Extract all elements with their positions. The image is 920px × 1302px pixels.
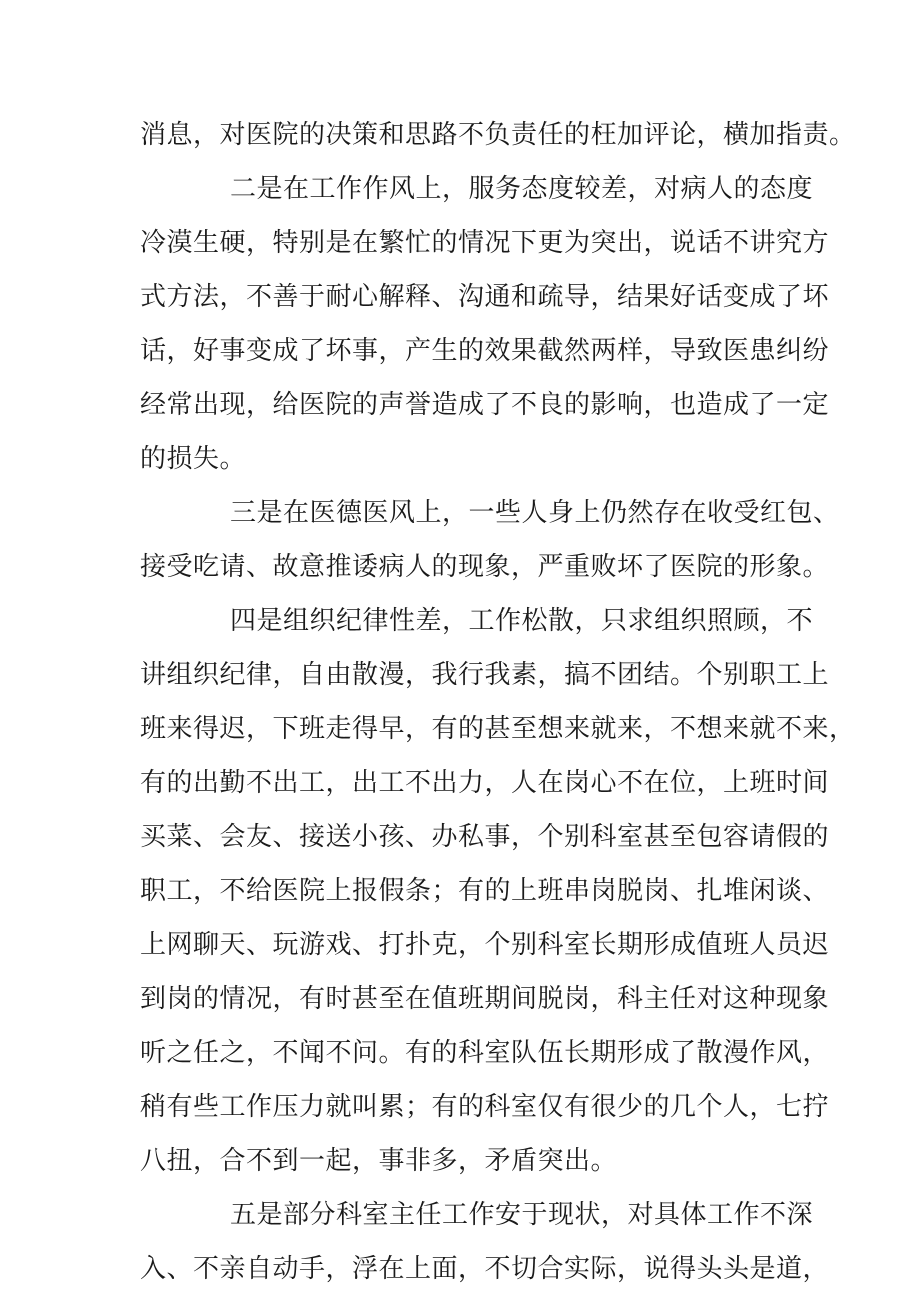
text-line: 稍有些工作压力就叫累；有的科室仅有很少的几个人，七拧 [140, 1092, 830, 1122]
paragraph-end-line: 的损失。 [140, 444, 247, 474]
text-line: 到岗的情况，有时甚至在值班期间脱岗，科主任对这种现象 [140, 984, 830, 1014]
paragraph-start-line: 五是部分科室主任工作安于现状，对具体工作不深 [230, 1200, 814, 1230]
text-line: 上网聊天、玩游戏、打扑克，个别科室长期形成值班人员迟 [140, 930, 830, 960]
text-line: 式方法，不善于耐心解释、沟通和疏导，结果好话变成了坏 [140, 282, 830, 312]
text-line: 冷漠生硬，特别是在繁忙的情况下更为突出，说话不讲究方 [140, 228, 830, 258]
text-line: 听之任之，不闻不问。有的科室队伍长期形成了散漫作风， [140, 1038, 830, 1068]
paragraph-end-line: 八扭，合不到一起，事非多，矛盾突出。 [140, 1146, 618, 1176]
paragraph-start-line: 四是组织纪律性差，工作松散，只求组织照顾，不 [230, 606, 814, 636]
paragraph-start-line: 三是在医德医风上，一些人身上仍然存在收受红包、 [230, 498, 840, 528]
text-line: 讲组织纪律，自由散漫，我行我素，搞不团结。个别职工上 [140, 660, 830, 690]
text-line: 入、不亲自动手，浮在上面，不切合实际，说得头头是道， [140, 1254, 830, 1284]
text-line: 班来得迟，下班走得早，有的甚至想来就来，不想来就不来， [140, 714, 856, 744]
text-line: 话，好事变成了坏事，产生的效果截然两样，导致医患纠纷 [140, 336, 830, 366]
paragraph-start-line: 二是在工作作风上，服务态度较差，对病人的态度 [230, 174, 814, 204]
document-body [140, 108, 856, 1296]
text-line: 职工，不给医院上报假条；有的上班串岗脱岗、扎堆闲谈、 [140, 876, 830, 906]
text-line: 买菜、会友、接送小孩、办私事，个别科室甚至包容请假的 [140, 822, 830, 852]
text-line: 有的出勤不出工，出工不出力，人在岗心不在位，上班时间 [140, 768, 830, 798]
text-line: 消息，对医院的决策和思路不负责任的枉加评论，横加指责。 [140, 120, 856, 150]
paragraph-end-line: 接受吃请、故意推诿病人的现象，严重败坏了医院的形象。 [140, 552, 830, 582]
text-line: 经常出现，给医院的声誉造成了不良的影响，也造成了一定 [140, 390, 830, 420]
